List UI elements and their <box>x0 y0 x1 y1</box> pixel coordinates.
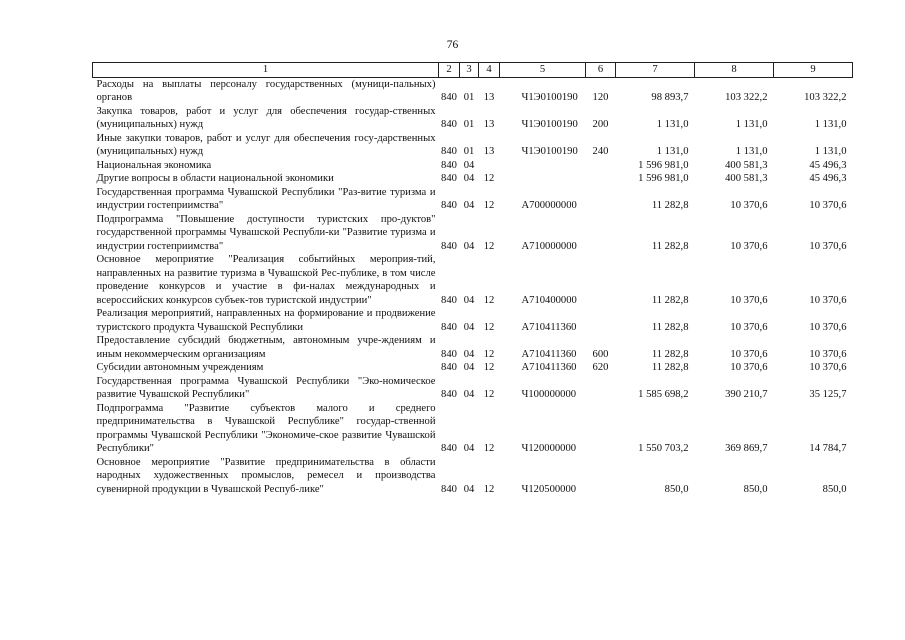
page-number: 76 <box>446 39 459 51</box>
table-row <box>93 402 853 456</box>
row-amount-year3: 10 370,6 <box>809 294 847 306</box>
row-description: Закупка товаров, работ и услуг для обеспечения государ-ственных (муниципальных) нужд <box>96 105 436 130</box>
row-expense-type <box>586 307 616 334</box>
row-subsection-code: 13 <box>483 146 495 157</box>
row-amount-year1: 11 282,8 <box>651 348 689 360</box>
row-amount-year3: 45 496,3 <box>809 159 847 171</box>
row-description: Национальная экономика <box>96 159 212 171</box>
row-expense-type: 200 <box>592 119 609 130</box>
row-amount-year1: 1 596 981,0 <box>638 159 689 171</box>
row-subsection-code: 12 <box>483 483 495 495</box>
row-description: Государственная программа Чувашской Республики "Эко-номическое развитие Чувашской Республики" <box>96 375 436 400</box>
row-amount-year3: 10 370,6 <box>809 362 847 373</box>
row-amount-year2: 10 370,6 <box>730 200 768 211</box>
row-section-code: 04 <box>463 443 475 454</box>
row-section-code: 04 <box>463 173 475 184</box>
row-subsection-code: 12 <box>483 240 495 252</box>
row-target-article <box>500 172 586 186</box>
row-amount-year2: 400 581,3 <box>725 173 768 184</box>
row-expense-type <box>586 456 616 497</box>
row-description: Реализация мероприятий, направленных на формирование и продвижение туристского продукта Чувашской Республики <box>96 308 436 333</box>
row-subsection-code: 12 <box>483 389 495 400</box>
row-section-code: 04 <box>463 200 475 211</box>
table-row <box>93 172 853 186</box>
column-header-3: 3 <box>460 63 479 78</box>
table-row <box>93 334 853 361</box>
row-description: Основное мероприятие "Развитие предпринимательства в области народных художественных промыслов, ремесел и производства сувенирной продукции в Чувашской Респуб-лике" <box>96 456 436 495</box>
row-section-code: 01 <box>463 146 475 157</box>
row-subsection-code: 12 <box>483 443 495 454</box>
row-subsection-code: 12 <box>483 173 495 184</box>
row-target-article: Ч1Э0100190 <box>521 119 578 130</box>
row-ministry-code: 840 <box>441 240 457 252</box>
row-expense-type: 120 <box>592 92 609 103</box>
row-amount-year3: 10 370,6 <box>809 240 847 252</box>
row-target-article: Ч1Э0100190 <box>521 146 578 157</box>
table-header-row <box>93 63 853 78</box>
budget-table <box>92 62 853 496</box>
column-header-5: 5 <box>500 63 586 78</box>
row-subsection-code <box>479 159 500 173</box>
row-amount-year1: 1 596 981,0 <box>638 173 689 184</box>
table-row <box>93 105 853 132</box>
row-amount-year3: 1 131,0 <box>814 146 847 157</box>
row-description: Подпрограмма "Развитие субъектов малого и среднего предпринимательства в Чувашской Республике" государ-ственной программы Чувашской Республики "Экономиче-ское развитие Чувашской Республики" <box>96 402 436 454</box>
row-amount-year2: 1 131,0 <box>735 119 768 130</box>
column-header-2: 2 <box>439 63 460 78</box>
row-amount-year1: 11 282,8 <box>651 200 689 211</box>
table-row <box>93 132 853 159</box>
row-description: Основное мероприятие "Реализация событийных мероприя-тий, направленных на развитие туризма в Чувашской Рес-публике, в том числе проведение конкурсов и участие в фи-налах международных и всероссийских конкурсов субъек-тов туристской индустрии" <box>96 254 436 306</box>
row-subsection-code: 12 <box>483 348 495 360</box>
column-header-8: 8 <box>695 63 774 78</box>
row-amount-year3: 103 322,2 <box>804 92 847 103</box>
table-row <box>93 456 853 497</box>
row-description: Государственная программа Чувашской Республики "Раз-витие туризма и индустрии гостеприимства" <box>96 186 436 211</box>
row-amount-year3: 1 131,0 <box>814 119 847 130</box>
row-ministry-code: 840 <box>441 294 457 306</box>
row-expense-type: 240 <box>592 146 609 157</box>
row-amount-year2: 400 581,3 <box>725 159 768 171</box>
row-ministry-code: 840 <box>441 92 457 103</box>
row-subsection-code: 12 <box>483 321 495 333</box>
table-row <box>93 375 853 402</box>
row-description: Подпрограмма "Повышение доступности туристских про-дуктов" государственной программы Чувашской Республи-ки "Развитие туризма и индустрии гостеприимства" <box>96 213 436 252</box>
row-amount-year1: 1 585 698,2 <box>638 389 689 400</box>
row-amount-year3: 10 370,6 <box>809 348 847 360</box>
row-amount-year1: 11 282,8 <box>651 294 689 306</box>
row-amount-year1: 11 282,8 <box>651 321 689 333</box>
row-target-article: А710000000 <box>521 240 577 252</box>
row-ministry-code: 840 <box>441 348 457 360</box>
row-amount-year3: 10 370,6 <box>809 200 847 211</box>
row-subsection-code: 13 <box>483 92 495 103</box>
row-ministry-code: 840 <box>441 200 457 211</box>
row-amount-year2: 10 370,6 <box>730 294 768 306</box>
row-section-code: 01 <box>463 92 475 103</box>
table-row <box>93 186 853 213</box>
row-section-code: 04 <box>463 362 475 373</box>
row-target-article <box>500 159 586 173</box>
row-expense-type <box>586 186 616 213</box>
row-amount-year3: 850,0 <box>822 483 847 495</box>
row-amount-year1: 11 282,8 <box>651 362 689 373</box>
row-target-article: А710400000 <box>521 294 577 306</box>
table-row <box>93 77 853 105</box>
row-amount-year1: 98 893,7 <box>651 92 689 103</box>
row-amount-year1: 1 131,0 <box>656 146 689 157</box>
row-description: Расходы на выплаты персоналу государственных (муници-пальных) органов <box>96 78 436 103</box>
row-description: Субсидии автономным учреждениям <box>96 362 264 373</box>
row-expense-type <box>586 375 616 402</box>
row-subsection-code: 12 <box>483 362 495 373</box>
row-amount-year3: 10 370,6 <box>809 321 847 333</box>
table-row <box>93 213 853 254</box>
row-expense-type <box>586 159 616 173</box>
table-row <box>93 253 853 307</box>
row-ministry-code: 840 <box>441 159 457 171</box>
row-section-code: 04 <box>463 159 475 171</box>
row-target-article: А700000000 <box>521 200 577 211</box>
row-section-code: 04 <box>463 294 475 306</box>
row-subsection-code: 13 <box>483 119 495 130</box>
row-ministry-code: 840 <box>441 362 457 373</box>
column-header-7: 7 <box>616 63 695 78</box>
row-ministry-code: 840 <box>441 443 457 454</box>
row-ministry-code: 840 <box>441 389 457 400</box>
row-amount-year1: 11 282,8 <box>651 240 689 252</box>
row-amount-year2: 10 370,6 <box>730 240 768 252</box>
row-subsection-code: 12 <box>483 294 495 306</box>
row-amount-year2: 10 370,6 <box>730 348 768 360</box>
row-expense-type <box>586 172 616 186</box>
row-target-article: А710411360 <box>521 321 577 333</box>
table-row <box>93 307 853 334</box>
row-section-code: 04 <box>463 348 475 360</box>
column-header-1: 1 <box>93 63 439 78</box>
row-amount-year2: 390 210,7 <box>725 389 768 400</box>
row-expense-type: 620 <box>592 362 609 373</box>
row-amount-year1: 1 131,0 <box>656 119 689 130</box>
row-amount-year3: 14 784,7 <box>809 443 847 454</box>
row-expense-type: 600 <box>592 348 609 360</box>
row-ministry-code: 840 <box>441 483 457 495</box>
table-body <box>93 77 853 496</box>
row-ministry-code: 840 <box>441 146 457 157</box>
row-amount-year3: 45 496,3 <box>809 173 847 184</box>
row-target-article: Ч100000000 <box>521 389 577 400</box>
row-target-article: Ч120500000 <box>521 483 577 495</box>
row-amount-year2: 10 370,6 <box>730 362 768 373</box>
row-section-code: 04 <box>463 240 475 252</box>
row-description: Иные закупки товаров, работ и услуг для обеспечения госу-дарственных (муниципальных) нужд <box>96 132 436 157</box>
row-ministry-code: 840 <box>441 321 457 333</box>
row-amount-year2: 10 370,6 <box>730 321 768 333</box>
row-section-code: 01 <box>463 119 475 130</box>
row-subsection-code: 12 <box>483 200 495 211</box>
row-expense-type <box>586 253 616 307</box>
table-row <box>93 159 853 173</box>
row-section-code: 04 <box>463 483 475 495</box>
row-amount-year1: 850,0 <box>664 483 689 495</box>
row-description: Предоставление субсидий бюджетным, автономным учре-ждениям и иным некоммерческим организациям <box>96 335 436 360</box>
row-amount-year2: 850,0 <box>743 483 768 495</box>
row-target-article: Ч120000000 <box>521 443 577 454</box>
column-header-9: 9 <box>774 63 853 78</box>
row-section-code: 04 <box>463 389 475 400</box>
row-ministry-code: 840 <box>441 119 457 130</box>
row-expense-type <box>586 402 616 456</box>
row-ministry-code: 840 <box>441 173 457 184</box>
row-target-article: А710411360 <box>521 362 577 373</box>
table-row <box>93 361 853 375</box>
column-header-4: 4 <box>479 63 500 78</box>
row-section-code: 04 <box>463 321 475 333</box>
row-target-article: Ч1Э0100190 <box>521 92 578 103</box>
row-amount-year2: 369 869,7 <box>725 443 768 454</box>
row-target-article: А710411360 <box>521 348 577 360</box>
column-header-6: 6 <box>586 63 616 78</box>
row-amount-year2: 1 131,0 <box>735 146 768 157</box>
row-amount-year1: 1 550 703,2 <box>638 443 689 454</box>
row-description: Другие вопросы в области национальной экономики <box>96 173 334 184</box>
row-expense-type <box>586 213 616 254</box>
row-amount-year3: 35 125,7 <box>809 389 847 400</box>
row-amount-year2: 103 322,2 <box>725 92 768 103</box>
